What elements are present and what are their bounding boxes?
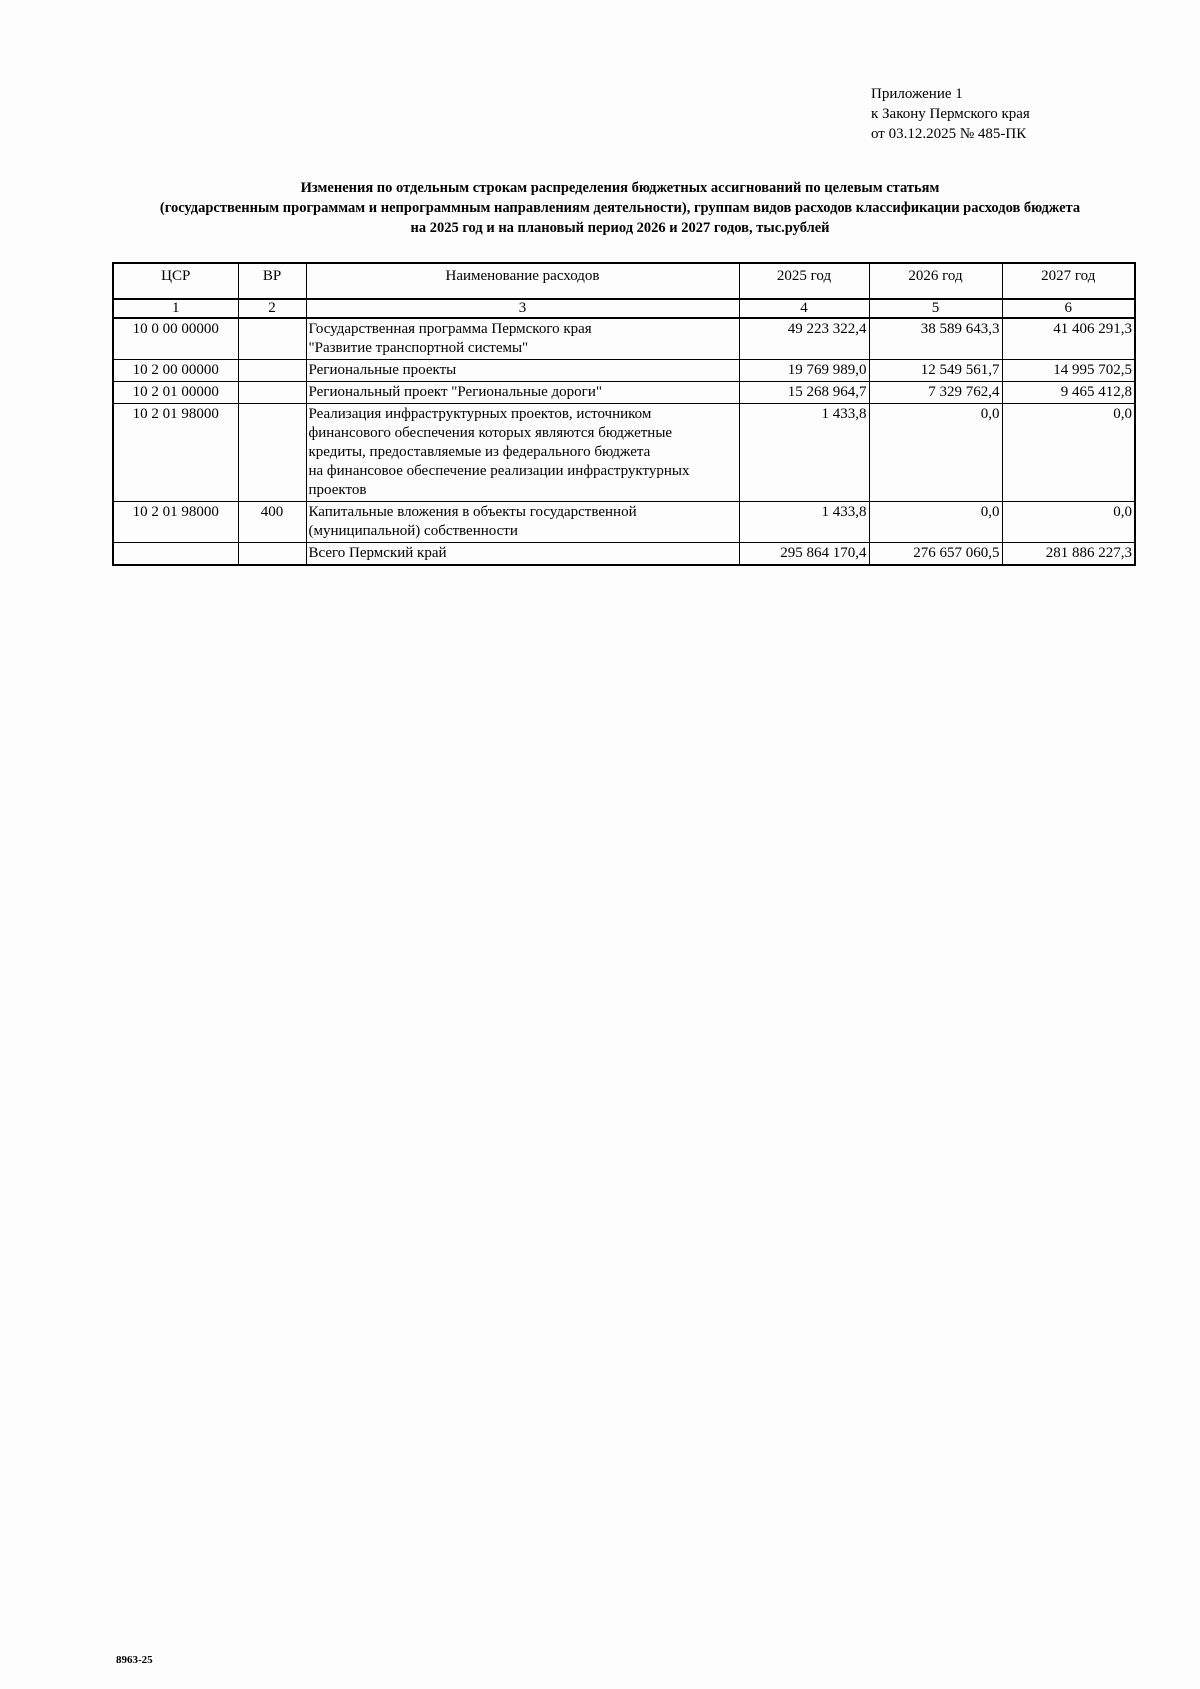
cell-name (306, 543, 739, 566)
table-row (113, 404, 1135, 502)
table-row (113, 502, 1135, 543)
cell-2027: 9 465 412,8 (1002, 382, 1135, 404)
cell-2026: 38 589 643,3 (869, 318, 1002, 360)
table-row (113, 318, 1135, 360)
name-line: Реализация инфраструктурных проектов, источником (308, 406, 652, 422)
cell-csr: 10 2 01 98000 (113, 502, 238, 543)
cell-csr: 10 0 00 00000 (113, 318, 238, 360)
cell-2025: 15 268 964,7 (739, 382, 869, 404)
cell-2025: 1 433,8 (739, 502, 869, 543)
name-line: (муниципальной) собственности (308, 523, 518, 539)
cell-2027: 14 995 702,5 (1002, 360, 1135, 382)
cell-vr (238, 360, 306, 382)
document-title (110, 178, 1130, 238)
table-body (113, 318, 1135, 565)
header-name: Наименование расходов (306, 263, 739, 299)
cell-csr: 10 2 00 00000 (113, 360, 238, 382)
column-number-row (113, 299, 1135, 318)
cell-2027: 0,0 (1002, 404, 1135, 502)
header-2025: 2025 год (739, 263, 869, 299)
name-line: проектов (308, 482, 367, 498)
cell-2025: 19 769 989,0 (739, 360, 869, 382)
cell-2026: 0,0 (869, 502, 1002, 543)
cell-2027: 41 406 291,3 (1002, 318, 1135, 360)
table-row (113, 382, 1135, 404)
cell-2025: 49 223 322,4 (739, 318, 869, 360)
header-csr: ЦСР (113, 263, 238, 299)
cell-csr: 10 2 01 00000 (113, 382, 238, 404)
name-line: Государственная программа Пермского края (308, 321, 592, 337)
column-number: 5 (869, 299, 1002, 318)
budget-table (112, 262, 1136, 566)
table-header-row (113, 263, 1135, 299)
name-line: Региональные проекты (308, 362, 457, 378)
cell-2027: 281 886 227,3 (1002, 543, 1135, 566)
column-number: 1 (113, 299, 238, 318)
cell-vr (238, 404, 306, 502)
column-number: 2 (238, 299, 306, 318)
table-total-row (113, 543, 1135, 566)
cell-2026: 7 329 762,4 (869, 382, 1002, 404)
name-line: "Развитие транспортной системы" (308, 340, 529, 356)
annex-block (871, 84, 1030, 144)
name-line: Капитальные вложения в объекты государственной (308, 504, 637, 520)
cell-vr (238, 318, 306, 360)
name-line: Всего Пермский край (308, 545, 447, 561)
document-registration-code: 8963-25 (116, 1654, 153, 1666)
column-number: 6 (1002, 299, 1135, 318)
title-line-3: на 2025 год и на плановый период 2026 и 2027 годов, тыс.рублей (410, 220, 830, 236)
annex-line-3: от 03.12.2025 № 485-ПК (871, 126, 1027, 142)
title-line-1: Изменения по отдельным строкам распределения бюджетных ассигнований по целевым статьям (300, 180, 940, 196)
cell-name (306, 360, 739, 382)
cell-2026: 12 549 561,7 (869, 360, 1002, 382)
header-2027: 2027 год (1002, 263, 1135, 299)
cell-vr (238, 543, 306, 566)
cell-csr (113, 543, 238, 566)
cell-name (306, 382, 739, 404)
table-row (113, 360, 1135, 382)
cell-2027: 0,0 (1002, 502, 1135, 543)
name-line: Региональный проект "Региональные дороги" (308, 384, 602, 400)
cell-vr (238, 382, 306, 404)
title-line-2: (государственным программам и непрограммным направлениям деятельности), группам видов расходов классификации расходов бюджета (159, 200, 1081, 216)
header-2026: 2026 год (869, 263, 1002, 299)
cell-name (306, 318, 739, 360)
annex-line-2: к Закону Пермского края (871, 106, 1030, 122)
cell-2025: 295 864 170,4 (739, 543, 869, 566)
cell-vr: 400 (238, 502, 306, 543)
cell-csr: 10 2 01 98000 (113, 404, 238, 502)
name-line: кредиты, предоставляемые из федерального бюджета (308, 444, 651, 460)
cell-2026: 0,0 (869, 404, 1002, 502)
column-number: 3 (306, 299, 739, 318)
cell-name (306, 502, 739, 543)
column-number: 4 (739, 299, 869, 318)
cell-name (306, 404, 739, 502)
cell-2026: 276 657 060,5 (869, 543, 1002, 566)
annex-line-1: Приложение 1 (871, 86, 963, 102)
name-line: на финансовое обеспечение реализации инфраструктурных (308, 463, 690, 479)
cell-2025: 1 433,8 (739, 404, 869, 502)
header-vr: ВР (238, 263, 306, 299)
name-line: финансового обеспечения которых являются бюджетные (308, 425, 673, 441)
